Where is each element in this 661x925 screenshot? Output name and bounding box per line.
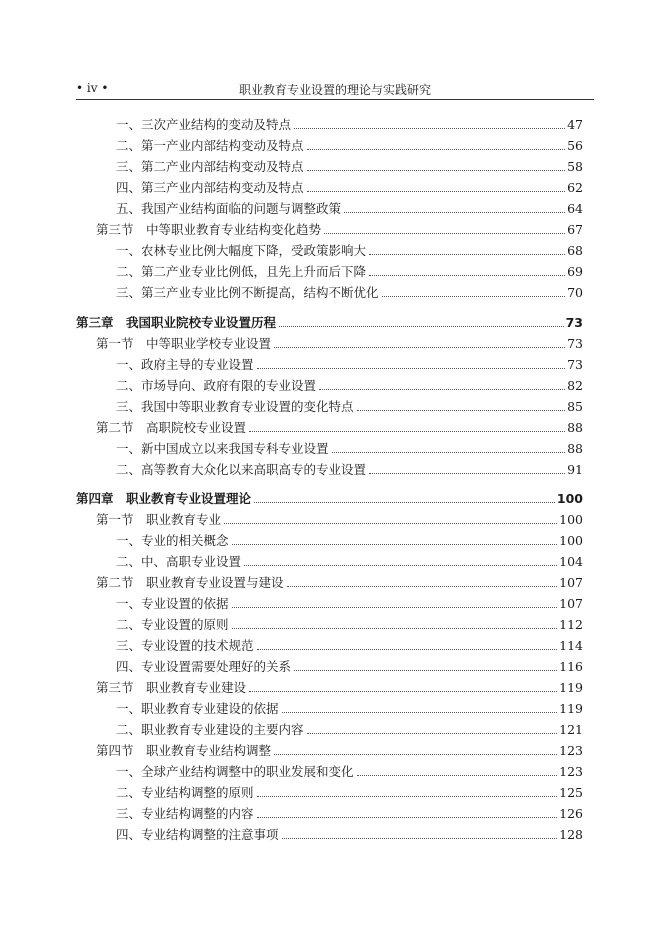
toc-page-number: 112 [559,617,583,632]
dot-leader [369,275,565,276]
dot-leader [257,796,558,797]
toc-label: 第一节 中等职业学校专业设置 [96,336,272,351]
toc-label: 第二节 高职院校专业设置 [96,420,247,435]
toc-item[interactable] [116,764,583,780]
toc-section[interactable] [96,743,583,759]
toc-page-number: 126 [559,806,583,821]
toc-label: 一、政府主导的专业设置 [116,357,254,372]
toc-label: 第一节 职业教育专业 [96,512,222,527]
header-rule [76,99,594,100]
dot-leader [294,670,557,671]
toc-page-number: 114 [559,638,583,653]
toc-page-number: 116 [559,659,583,674]
toc-page-number: 104 [559,554,583,569]
toc-label: 二、第二产业专业比例低，且先上升而后下降 [116,264,367,279]
toc-page-number: 119 [559,680,583,695]
toc-page-number: 88 [567,420,583,435]
toc-page-number: 100 [559,512,583,527]
toc-item[interactable] [116,617,583,633]
dot-leader [249,431,565,432]
toc-page-number: 123 [559,743,583,758]
toc-page-number: 47 [567,117,583,132]
toc-label: 第三章 我国职业院校专业设置历程 [76,315,277,330]
toc-page-number: 107 [559,575,583,590]
dot-leader [287,586,558,587]
toc-label: 二、专业设置的原则 [116,617,229,632]
toc-page-number: 56 [567,138,583,153]
toc-page-number: 121 [559,722,583,737]
dot-leader [257,368,566,369]
dot-leader [307,170,566,171]
toc-label: 一、农林专业比例大幅度下降，受政策影响大 [116,243,367,258]
toc-page-number: 128 [559,827,583,842]
dot-leader [369,473,565,474]
dot-leader [357,775,558,776]
dot-leader [232,544,558,545]
dot-leader [244,565,557,566]
toc-item[interactable] [116,357,583,373]
toc-label: 三、第三产业专业比例不断提高，结构不断优化 [116,285,379,300]
toc-item[interactable] [116,701,583,717]
toc-label: 二、第一产业内部结构变动及特点 [116,138,304,153]
toc-label: 四、第三产业内部结构变动及特点 [116,180,304,195]
toc-item[interactable] [116,201,583,217]
toc-chapter[interactable] [76,491,583,507]
toc-section[interactable] [96,680,583,696]
toc-label: 一、全球产业结构调整中的职业发展和变化 [116,764,354,779]
toc-label: 一、专业的相关概念 [116,533,229,548]
toc-item[interactable] [116,441,583,457]
toc-label: 三、专业设置的技术规范 [116,638,254,653]
toc-label: 四、专业设置需要处理好的关系 [116,659,292,674]
toc-page-number: 100 [556,491,583,506]
toc-label: 二、市场导向、政府有限的专业设置 [116,378,317,393]
toc-page-number: 73 [565,315,583,330]
toc-item[interactable] [116,378,583,394]
dot-leader [282,712,558,713]
page-number: • iv • [76,81,109,95]
toc-page-number: 73 [567,357,583,372]
toc-item[interactable] [116,533,583,549]
toc-item[interactable] [116,285,583,301]
dot-leader [224,523,557,524]
toc-item[interactable] [116,180,583,196]
dot-leader [324,233,565,234]
toc-label: 一、专业设置的依据 [116,596,229,611]
dot-leader [249,691,557,692]
toc-label: 第二节 职业教育专业设置与建设 [96,575,284,590]
toc-page-number: 85 [567,399,583,414]
toc-section[interactable] [96,336,583,352]
toc-label: 第四节 职业教育专业结构调整 [96,743,272,758]
toc-page-number: 88 [567,441,583,456]
toc-chapter[interactable] [76,315,583,331]
toc-item[interactable] [116,806,583,822]
toc-page-number: 100 [559,533,583,548]
running-header [76,81,594,99]
dot-leader [369,254,565,255]
dot-leader [382,296,566,297]
toc-page-number: 107 [559,596,583,611]
toc-label: 第四章 职业教育专业设置理论 [76,491,252,506]
toc-label: 二、专业结构调整的原则 [116,785,254,800]
toc-item[interactable] [116,138,583,154]
dot-leader [274,754,557,755]
toc-item[interactable] [116,159,583,175]
dot-leader [274,347,565,348]
dot-leader [332,452,566,453]
toc-item[interactable] [116,462,583,478]
dot-leader [232,628,558,629]
dot-leader [357,410,566,411]
dot-leader [307,149,566,150]
dot-leader [307,191,566,192]
dot-leader [319,389,565,390]
toc-item[interactable] [116,638,583,654]
toc-item[interactable] [116,827,583,843]
toc-page-number: 58 [567,159,583,174]
toc-page-number: 82 [567,378,583,393]
dot-leader [294,128,565,129]
toc-label: 第三节 中等职业教育专业结构变化趋势 [96,222,322,237]
toc-page-number: 91 [567,462,583,477]
toc-item[interactable] [116,117,583,133]
toc-item[interactable] [116,596,583,612]
toc-item[interactable] [116,554,583,570]
toc-label: 三、我国中等职业教育专业设置的变化特点 [116,399,354,414]
dot-leader [282,838,558,839]
toc-page-number: 70 [567,285,583,300]
toc-page-number: 123 [559,764,583,779]
toc-item[interactable] [116,785,583,801]
toc-label: 第三节 职业教育专业建设 [96,680,247,695]
toc-item[interactable] [116,243,583,259]
toc-section[interactable] [96,575,583,591]
toc-page-number: 119 [559,701,583,716]
toc-item[interactable] [116,264,583,280]
toc-section[interactable] [96,222,583,238]
toc-label: 一、职业教育专业建设的依据 [116,701,279,716]
toc-page-number: 64 [567,201,583,216]
dot-leader [307,733,558,734]
toc-label: 二、职业教育专业建设的主要内容 [116,722,304,737]
toc-page-number: 73 [567,336,583,351]
toc-item[interactable] [116,659,583,675]
toc-label: 三、第二产业内部结构变动及特点 [116,159,304,174]
toc-label: 三、专业结构调整的内容 [116,806,254,821]
toc-page-number: 62 [567,180,583,195]
toc-section[interactable] [96,420,583,436]
toc-page-number: 68 [567,243,583,258]
toc-item[interactable] [116,399,583,415]
dot-leader [232,607,558,608]
dot-leader [254,502,555,503]
toc-page-number: 67 [567,222,583,237]
toc-label: 二、高等教育大众化以来高职高专的专业设置 [116,462,367,477]
dot-leader [257,817,558,818]
toc-label: 一、三次产业结构的变动及特点 [116,117,292,132]
dot-leader [257,649,558,650]
toc-page-number: 69 [567,264,583,279]
toc-label: 五、我国产业结构面临的问题与调整政策 [116,201,342,216]
toc-label: 一、新中国成立以来我国专科专业设置 [116,441,329,456]
toc-label: 四、专业结构调整的注意事项 [116,827,279,842]
toc-label: 二、中、高职专业设置 [116,554,242,569]
book-title: 职业教育专业设置的理论与实践研究 [238,83,431,97]
toc-page-number: 125 [559,785,583,800]
toc-section[interactable] [96,512,583,528]
toc-item[interactable] [116,722,583,738]
dot-leader [279,326,564,327]
dot-leader [344,212,565,213]
